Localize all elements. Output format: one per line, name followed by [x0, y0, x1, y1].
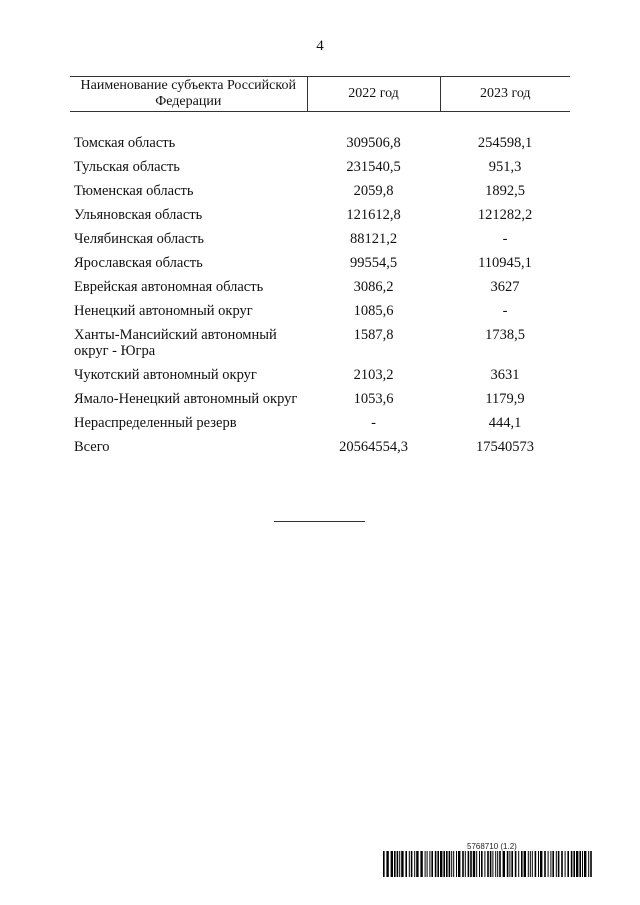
value-2022: 88121,2: [349, 231, 398, 247]
value-2023: 1892,5: [485, 183, 525, 199]
header-region: Наименование субъекта Российской Федерации: [70, 77, 307, 112]
value-2022: 1053,6: [353, 391, 394, 407]
table-row: [70, 155, 570, 179]
region-name: Тульская область: [74, 159, 180, 175]
table-row: [70, 387, 570, 411]
end-separator-line: [274, 521, 365, 522]
value-2023: 1738,5: [485, 327, 525, 343]
region-name: Челябинская область: [74, 231, 204, 247]
value-2023: -: [502, 303, 508, 319]
region-name: Ярославская область: [74, 255, 203, 271]
budget-table-container: [70, 76, 570, 459]
region-name: Всего: [74, 439, 110, 455]
value-2022: 231540,5: [346, 159, 401, 175]
table-spacer: [70, 112, 570, 132]
value-2022: 99554,5: [349, 255, 398, 271]
value-2023: 17540573: [476, 439, 534, 455]
value-2023: -: [502, 231, 508, 247]
region-name: Томская область: [74, 135, 176, 151]
barcode-icon: [383, 851, 593, 877]
table-row-total: [70, 435, 570, 459]
region-name: Еврейская автономная область: [74, 279, 264, 295]
value-2023: 3627: [490, 279, 520, 295]
value-2023: 444,1: [488, 415, 522, 431]
value-2022: 2103,2: [353, 367, 394, 383]
value-2022: 1587,8: [353, 327, 394, 343]
value-2023: 3631: [490, 367, 520, 383]
value-2023: 254598,1: [477, 135, 533, 151]
value-2023: 951,3: [488, 159, 522, 175]
region-name: Чукотский автономный округ: [74, 367, 257, 383]
table-row: [70, 179, 570, 203]
region-name: Ульяновская область: [74, 207, 203, 223]
region-name: Тюменская область: [74, 183, 194, 199]
value-2023: 1179,9: [485, 391, 525, 407]
value-2022: 20564554,3: [339, 439, 408, 455]
table-row: [70, 323, 570, 363]
value-2022: 1085,6: [353, 303, 394, 319]
table-row: [70, 363, 570, 387]
region-name: Нераспределенный резерв: [74, 415, 237, 431]
region-name: Ханты-Мансийский автономный округ - Югра: [74, 327, 277, 359]
value-2023: 121282,2: [477, 207, 533, 223]
region-name: Ненецкий автономный округ: [74, 303, 253, 319]
page-number: 4: [316, 38, 324, 54]
value-2022: 309506,8: [346, 135, 401, 151]
header-2022: 2022 год: [307, 77, 440, 112]
value-2022: 121612,8: [346, 207, 401, 223]
document-id: 5768710 (1.2): [467, 842, 517, 851]
value-2022: 3086,2: [353, 279, 394, 295]
table-header-row: [70, 77, 570, 112]
table-row: [70, 275, 570, 299]
budget-table: [70, 76, 570, 459]
header-2023: 2023 год: [440, 77, 570, 112]
table-row: [70, 251, 570, 275]
table-row: [70, 411, 570, 435]
value-2022: 2059,8: [353, 183, 394, 199]
table-row: [70, 203, 570, 227]
table-row: [70, 131, 570, 155]
table-row: [70, 227, 570, 251]
region-name: Ямало-Ненецкий автономный округ: [74, 391, 298, 407]
table-row: [70, 299, 570, 323]
value-2023: 110945,1: [478, 255, 532, 271]
value-2022: -: [371, 415, 376, 431]
